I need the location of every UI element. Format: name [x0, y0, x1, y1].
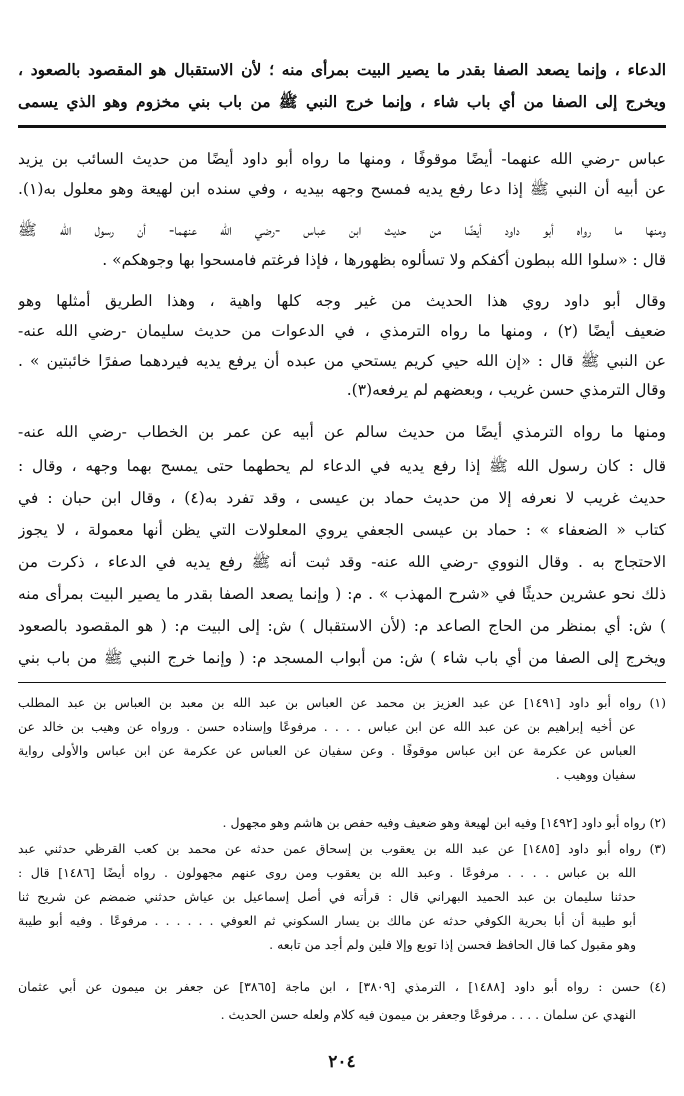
- footnote-1-line-2: عن أخيه إبراهيم بن عن عبد الله عن ابن عباس . . . . مرفوعًا وإسناده حسن . ورواه عن وهيب بن خالد عن: [18, 719, 636, 734]
- body-line-8: وقال الترمذي حسن غريب ، وبعضهم لم يرفعه(٣).: [346, 381, 666, 399]
- footnote-3-line-1: (٣) رواه أبو داود [١٤٨٥] عن عبد الله بن يعقوب بن إسحاق عمن حدثه عن محمد بن كعب القرظي حدثني عبد: [18, 841, 666, 856]
- body-line-14: ذلك نحو عشرين حديثًا في «شرح المهذب » . م: ( وإنما يصعد الصفا بقدر ما يصير البيت بمرأى منه: [18, 585, 666, 603]
- header-line-1: الدعاء ، وإنما يصعد الصفا بقدر ما يصير البيت بمرأى منه ؛ لأن الاستقبال هو المقصود بالصعود ،: [18, 60, 666, 79]
- body-line-3: ومنها ما رواه أبو داود أيضًا من حديث ابن عباس -رضي الله عنهما- أن رسول الله ﷺ: [18, 221, 666, 239]
- body-line-2: عن أبيه أن النبي ﷺ إذا دعا رفع يديه فمسح وجهه بيديه ، وفي سنده ابن لهيعة وهو معلول به(١).: [18, 180, 666, 198]
- footnote-4-line-1: (٤) حسن : رواه أبو داود [١٤٨٨] ، الترمذي [٣٨٠٩] ، ابن ماجة [٣٨٦٥] عن جعفر بن ميمون عن أبي عثمان: [18, 979, 666, 994]
- body-line-6: ضعيف أيضًا (٢) ، ومنها ما رواه الترمذي ، في الدعوات من حديث سليمان -رضي الله عنه-: [18, 322, 666, 340]
- header-line-2: ويخرج إلى الصفا من أي باب شاء ، وإنما خرج النبي ﷺ من باب بني مخزوم وهو الذي يسمى: [18, 92, 666, 111]
- header-separator: [18, 125, 666, 128]
- page-number: ٢٠٤: [328, 1052, 356, 1072]
- body-line-4: قال : «سلوا الله ببطون أكفكم ولا تسألوه بظهورها ، فإذا فرغتم فامسحوا بها وجوهكم» .: [102, 251, 666, 269]
- footnote-3-line-2: الله بن عباس . . . . مرفوعًا . وعبد الله بن يعقوب ومن روى عنهم مجهولون . رواه أيضًا [١٤٨٦] قال :: [18, 865, 636, 880]
- body-line-13: الاحتجاج به . وقال النووي -رضي الله عنه- وقد ثبت أنه ﷺ رفع يديه في الدعاء ، ذكرت من: [18, 553, 666, 571]
- body-line-15: ) ش: أي بمنظر من الحاج الصاعد م: (لأن الاستقبال ) ش: إلى البيت م: ( هو المقصود بالصعود: [18, 617, 666, 635]
- footnote-1-line-1: (١) رواه أبو داود [١٤٩١] عن عبد العزيز بن محمد عن العباس بن عبد الله بن معبد بن العباس بن عبد المطلب: [18, 695, 666, 710]
- body-line-16: ويخرج إلى الصفا من أي باب شاء ) ش: من أبواب المسجد م: ( وإنما خرج النبي ﷺ من باب بني: [18, 649, 666, 667]
- footnote-3-line-5: وهو مقبول كما قال الحافظ فحسن إذا توبع وإلا فلين ولم أجد من تابعه .: [269, 937, 636, 952]
- body-line-9: ومنها ما رواه الترمذي أيضًا من حديث سالم عن أبيه عن عمر بن الخطاب -رضي الله عنه-: [18, 423, 666, 441]
- body-line-7: عن النبي ﷺ قال : «إن الله حيي كريم يستحي من عبده أن يرفع يديه فيردهما صفرًا خائبتين » .: [18, 352, 666, 370]
- body-line-11: حديث غريب لا نعرفه إلا من حديث حماد بن عيسى ، وقد تفرد به(٤) ، وقال ابن حبان : في: [18, 489, 666, 507]
- footnote-3-line-4: أبو طيبة أن أبا بحرية الكوفي حدثه عن مالك بن يسار السكوني ثم العوفي . . . . . . مرفوعًا . وفيه أبو طيبة: [18, 913, 636, 928]
- body-line-1: عباس -رضي الله عنهما- أيضًا موقوفًا ، ومنها ما رواه أبو داود أيضًا من حديث السائب بن يزيد: [18, 150, 666, 168]
- footnote-1-line-4: سفيان ووهيب .: [555, 767, 636, 782]
- footnote-3-line-3: حدثنا سليمان بن عبد الحميد البهراني قال : قرأته في أصل إسماعيل بن عياش حدثني ضمضم عن شريح ثنا: [18, 889, 636, 904]
- footnote-1-line-3: العباس عن عكرمة عن ابن عباس موقوفًا . وعن سفيان عن العباس عن عكرمة عن ابن عباس والأولى رواية: [18, 743, 636, 758]
- footnote-separator: [18, 682, 666, 683]
- footnote-2-line-1: (٢) رواه أبو داود [١٤٩٢] وفيه ابن لهيعة وهو ضعيف وفيه حفص بن هاشم وهو مجهول .: [222, 815, 666, 830]
- body-line-12: كتاب « الضعفاء » : حماد بن عيسى الجعفي يروي المعلولات التي يظن أنها معمولة ، لا يجوز: [18, 521, 666, 539]
- body-line-10: قال : كان رسول الله ﷺ إذا رفع يديه في الدعاء لم يحطهما حتى يمسح بهما وجهه ، وقال :: [18, 457, 666, 475]
- body-line-5: وقال أبو داود روي هذا الحديث من غير وجه كلها واهية ، وهذا الطريق أمثلها وهو: [18, 292, 666, 310]
- footnote-4-line-2: النهدي عن سلمان . . . . مرفوعًا وجعفر بن ميمون فيه كلام ولعله حسن الحديث .: [220, 1007, 636, 1022]
